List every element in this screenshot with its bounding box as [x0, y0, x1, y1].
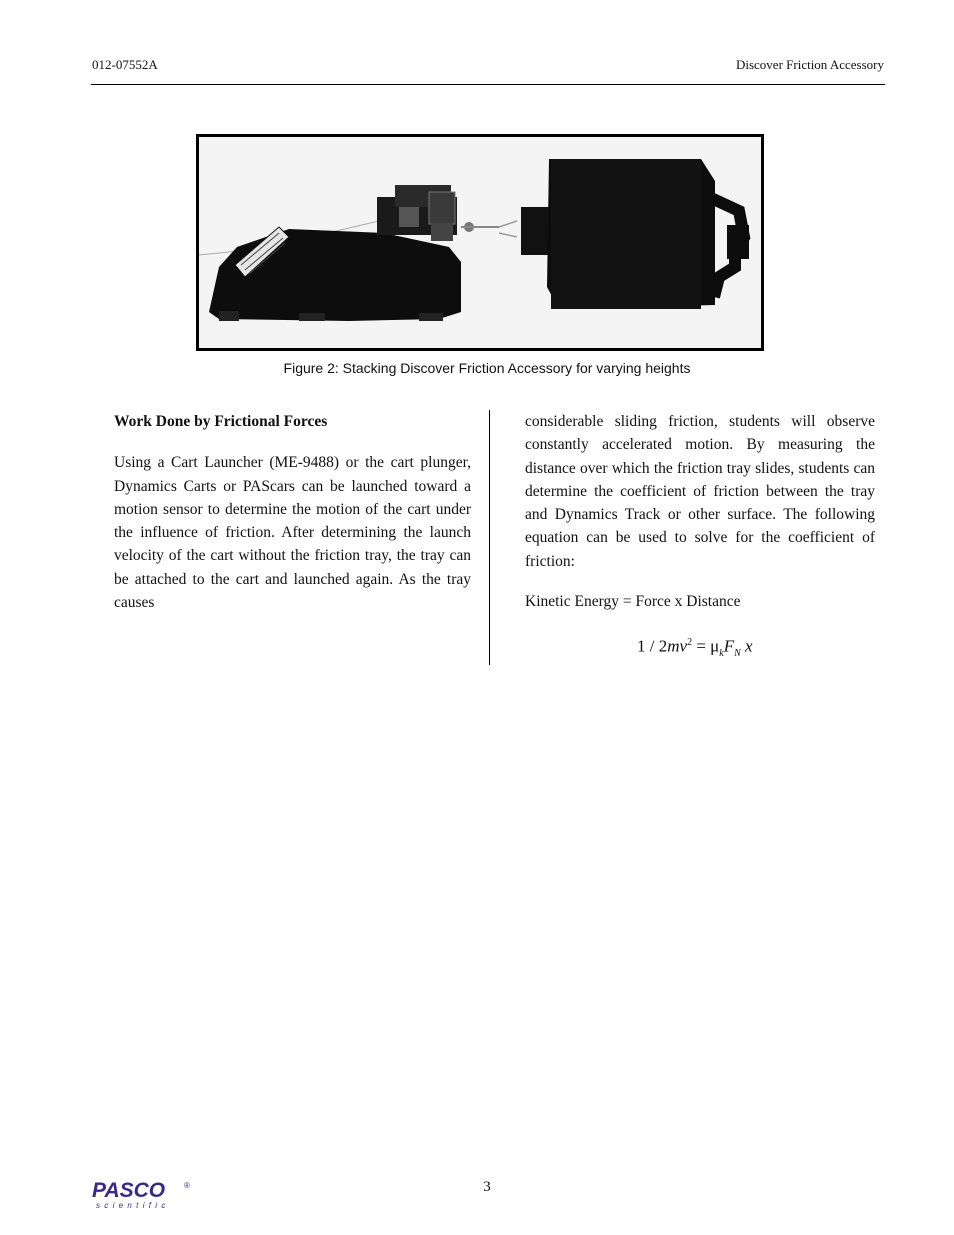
header-doc-number: 012-07552A — [92, 57, 158, 72]
friction-equation — [525, 631, 875, 665]
eq-x: x — [745, 637, 753, 657]
eq-equals: = — [692, 637, 711, 657]
eq-mu: μ — [710, 637, 720, 657]
page-number: 3 — [483, 1179, 491, 1195]
figure-photo — [196, 134, 764, 351]
eq-v: v — [679, 637, 688, 657]
figure-caption: Figure 2: Stacking Discover Friction Accessory for varying heights — [283, 360, 691, 376]
logo-subtitle: scientific — [96, 1201, 170, 1210]
column-divider — [489, 410, 490, 665]
eq-exp: 2 — [687, 637, 693, 649]
eq-lhs-prefix: 1 / 2 — [637, 637, 668, 657]
eq-m: m — [667, 637, 680, 657]
header-doc-title: Discover Friction Accessory — [735, 57, 884, 72]
eq-F: F — [723, 637, 735, 657]
right-column — [525, 410, 875, 666]
right-paragraph: considerable sliding friction, students will observe constantly accelerated motion. By measuring the distance over which the friction tray slides, students can determine the coefficient of friction between the tray and Dynamics Track or other surface. The following equation can be used to solve for the coefficient of friction: — [525, 413, 875, 570]
section-heading: Work Done by Frictional Forces — [114, 413, 328, 430]
left-column — [114, 410, 471, 631]
friction-tray-photo — [199, 137, 761, 348]
equation-label: Kinetic Energy = Force x Distance — [525, 593, 741, 611]
eq-N: N — [734, 648, 741, 660]
registered-mark: ® — [184, 1181, 190, 1190]
header-rule — [91, 84, 885, 85]
left-paragraph: Using a Cart Launcher (ME-9488) or the cart plunger, Dynamics Carts or PAScars can be launched toward a motion sensor to determine the motion of the cart under the influence of friction. After determining the launch velocity of the cart without the friction tray, the tray can be attached to the cart and launched again. As the tray causes — [114, 454, 471, 612]
eq-k: k — [719, 648, 724, 660]
logo-word: PASCO — [92, 1179, 166, 1202]
